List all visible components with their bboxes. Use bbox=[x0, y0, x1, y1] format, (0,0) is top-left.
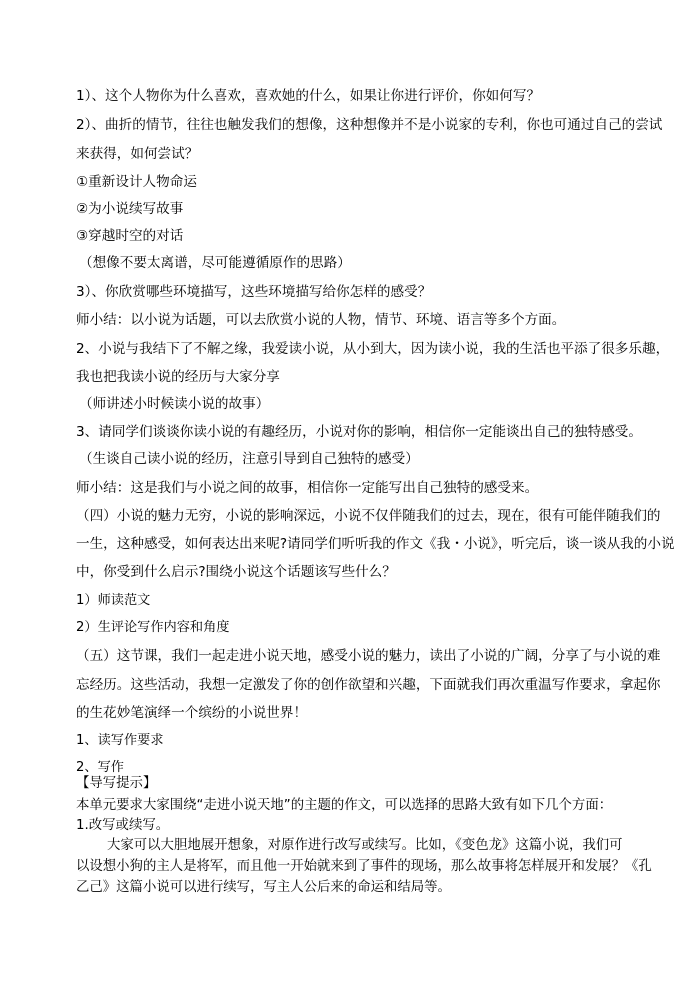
read-requirements-line: 1、读写作要求 bbox=[76, 733, 164, 748]
question-3-line: 3）、你欣赏哪些环境描写，这些环境描写给你怎样的感受？ bbox=[76, 284, 432, 300]
summary-1-line: 师小结：以小说为话题，可以去欣赏小说的人物，情节、环境、语言等多个方面。 bbox=[76, 312, 566, 328]
teacher-story-line: （师讲述小时候读小说的故事） bbox=[79, 396, 270, 412]
summary-2-line: 师小结：这是我们与小说之间的故事，相信你一定能写出自己独特的感受来。 bbox=[76, 480, 539, 496]
guide-point-1-line-1: 大家可以大胆地展开想象，对原作进行改写或续写。比如，《变色龙》这篇小说，我们可 bbox=[107, 838, 623, 853]
item-2-line-1: 2、小说与我结下了不解之缘，我爱读小说，从小到大，因为读小说，我的生活也平添了很多乐趣， bbox=[76, 341, 670, 357]
writing-line: 2、写作 bbox=[76, 760, 124, 775]
item-3-line: 3、请同学们谈谈你读小说的有趣经历，小说对你的影响，相信你一定能谈出自己的独特感受。 bbox=[76, 424, 642, 440]
section-5-line-1: （五）这节课，我们一起走进小说天地，感受小说的魅力，读出了小说的广阔，分享了与小说的难 bbox=[76, 648, 661, 664]
option-2-line: ②为小说续写故事 bbox=[76, 201, 184, 217]
section-5-line-3: 的生花妙笔演绎一个缤纷的小说世界！ bbox=[76, 705, 308, 721]
question-1-line: 1）、这个人物你为什么喜欢，喜欢她的什么，如果让你进行评价，你如何写？ bbox=[76, 88, 541, 104]
note-line: （想像不要太离谱，尽可能遵循原作的思路） bbox=[79, 255, 351, 271]
guide-point-1-line-3: 乙己》这篇小说可以进行续写，写主人公后来的命运和结局等。 bbox=[76, 880, 451, 895]
student-talk-line: （生谈自己读小说的经历，注意引导到自己独特的感受） bbox=[79, 451, 419, 467]
section-4-line-2: 一生，这种感受，如何表达出来呢?请同学们听听我的作文《我・小说》，听完后，谈一谈从我的小说 bbox=[76, 536, 675, 552]
step-comment-line: 2）生评论写作内容和角度 bbox=[76, 620, 230, 635]
guide-heading: 【导写提示】 bbox=[76, 776, 157, 791]
guide-point-1-line-2: 以设想小狗的主人是将军，而且他一开始就来到了事件的现场，那么故事将怎样展开和发展？《孔 bbox=[76, 859, 652, 874]
guide-point-1-title: 1.改写或续写。 bbox=[76, 818, 170, 833]
option-1-line: ①重新设计人物命运 bbox=[76, 174, 197, 190]
section-5-line-2: 忘经历。这些活动，我想一定激发了你的创作欲望和兴趣，下面就我们再次重温写作要求，拿起你 bbox=[76, 677, 661, 693]
item-2-line-2: 我也把我读小说的经历与大家分享 bbox=[76, 369, 280, 385]
guide-intro-line: 本单元要求大家围绕“走进小说天地”的主题的作文，可以选择的思路大致有如下几个方面： bbox=[76, 798, 613, 813]
question-2-line-2: 来获得，如何尝试？ bbox=[76, 146, 199, 162]
option-3-line: ③穿越时空的对话 bbox=[76, 228, 184, 244]
question-2-line-1: 2）、曲折的情节，往往也触发我们的想像，这种想像并不是小说家的专利，你也可通过自己的尝试 bbox=[76, 117, 663, 133]
section-4-line-1: （四）小说的魅力无穷，小说的影响深远，小说不仅伴随我们的过去，现在，很有可能伴随我们的 bbox=[76, 508, 661, 524]
step-read-sample-line: 1）师读范文 bbox=[76, 593, 151, 608]
section-4-line-3: 中，你受到什么启示?围绕小说这个话题该写些什么？ bbox=[76, 564, 396, 580]
